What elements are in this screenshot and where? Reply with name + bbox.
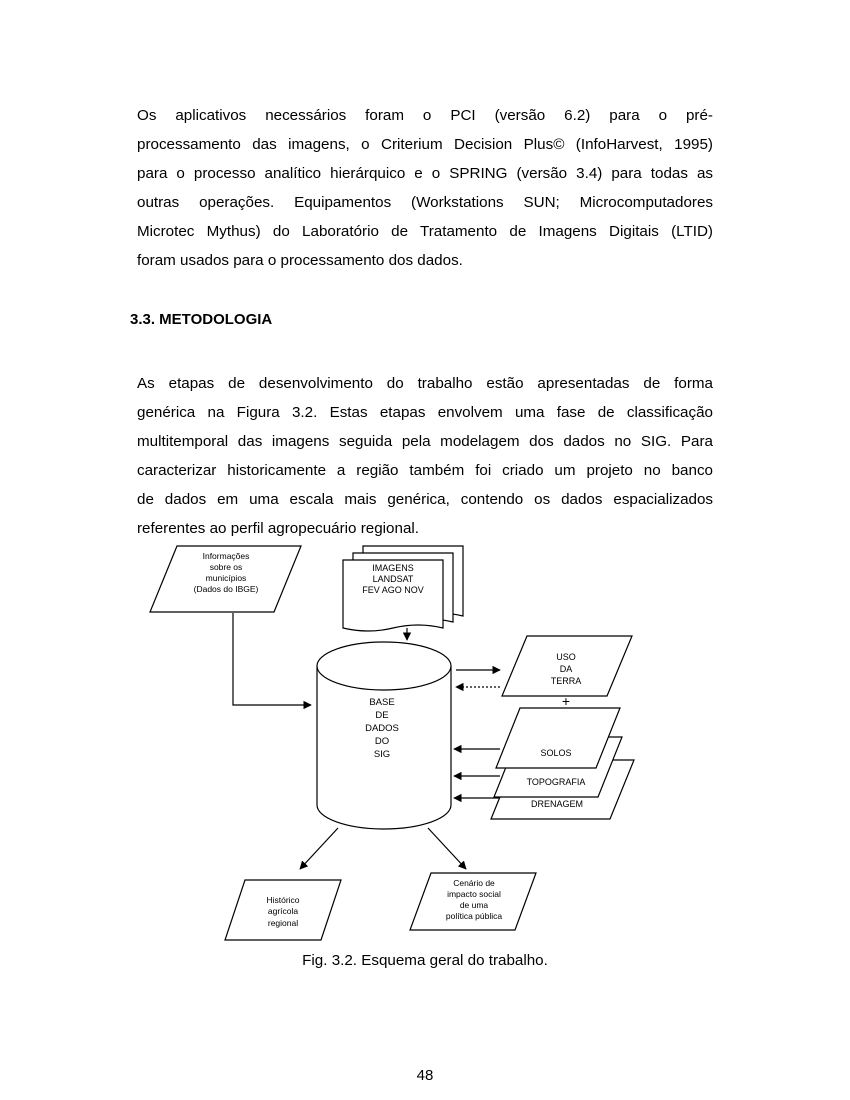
paragraph-line: caracterizar historicamente a região também foi criado um projeto no banco	[137, 462, 713, 479]
paragraph-line: genérica na Figura 3.2. Estas etapas envolvem uma fase de classificação	[137, 404, 713, 421]
arrow-db-to-history	[300, 828, 338, 869]
ibge-label-4: (Dados do IBGE)	[193, 584, 259, 594]
landuse-label-1: USO	[556, 652, 576, 662]
scenario-label-2: impacto social	[447, 889, 501, 899]
landuse-label-3: TERRA	[550, 676, 582, 686]
ibge-label-2: sobre os	[209, 562, 243, 572]
paragraph-line: Microtec Mythus) do Laboratório de Tratamento de Imagens Digitais (LTID)	[137, 223, 713, 240]
history-label-3: regional	[267, 918, 299, 928]
paragraph-line: outras operações. Equipamentos (Workstations SUN; Microcomputadores	[137, 194, 713, 211]
arrow-db-to-scenario	[428, 828, 466, 869]
paragraph-line: foram usados para o processamento dos dados.	[137, 252, 463, 269]
drainage-label: DRENAGEM	[530, 799, 584, 809]
db-label-5: SIG	[373, 749, 391, 760]
landuse-label-2: DA	[559, 664, 573, 674]
images-label-3: FEV AGO NOV	[362, 585, 424, 595]
images-label-2: LANDSAT	[372, 574, 414, 584]
paragraph-line: para o processo analítico hierárquico e o SPRING (versão 3.4) para todas as	[137, 165, 713, 182]
soils-label: SOLOS	[540, 748, 572, 758]
arrow-ibge-to-db	[233, 613, 311, 705]
ibge-label-3: municípios	[205, 573, 247, 583]
topography-label: TOPOGRAFIA	[526, 777, 586, 787]
paragraph-line: As etapas de desenvolvimento do trabalho estão apresentadas de forma	[137, 375, 713, 392]
database-cylinder-top	[317, 642, 451, 690]
db-label-2: DE	[375, 710, 389, 721]
history-label-2: agrícola	[267, 906, 299, 916]
scenario-label-4: política pública	[445, 911, 503, 921]
scenario-label-1: Cenário de	[453, 878, 495, 888]
db-label-4: DO	[374, 736, 390, 747]
history-label-1: Histórico	[266, 895, 300, 905]
paragraph-line: de dados em uma escala mais genérica, contendo os dados espacializados	[137, 491, 713, 508]
paragraph-line: processamento das imagens, o Criterium Decision Plus© (InfoHarvest, 1995)	[137, 136, 713, 153]
section-heading: 3.3. METODOLOGIA	[130, 311, 273, 328]
paragraph-line: multitemporal das imagens seguida pela modelagem dos dados no SIG. Para	[137, 433, 713, 450]
ibge-label-1: Informações	[202, 551, 250, 561]
scenario-label-3: de uma	[459, 900, 489, 910]
page-number: 48	[416, 1067, 434, 1084]
db-label-3: DADOS	[365, 723, 399, 734]
paragraph-line: Os aplicativos necessários foram o PCI (versão 6.2) para o pré-	[137, 107, 713, 124]
figure-caption: Fig. 3.2. Esquema geral do trabalho.	[302, 952, 548, 969]
plus-sign: +	[561, 693, 571, 709]
db-label-1: BASE	[369, 697, 395, 708]
paragraph-line: referentes ao perfil agropecuário regional.	[137, 520, 419, 537]
images-label-1: IMAGENS	[372, 563, 414, 573]
